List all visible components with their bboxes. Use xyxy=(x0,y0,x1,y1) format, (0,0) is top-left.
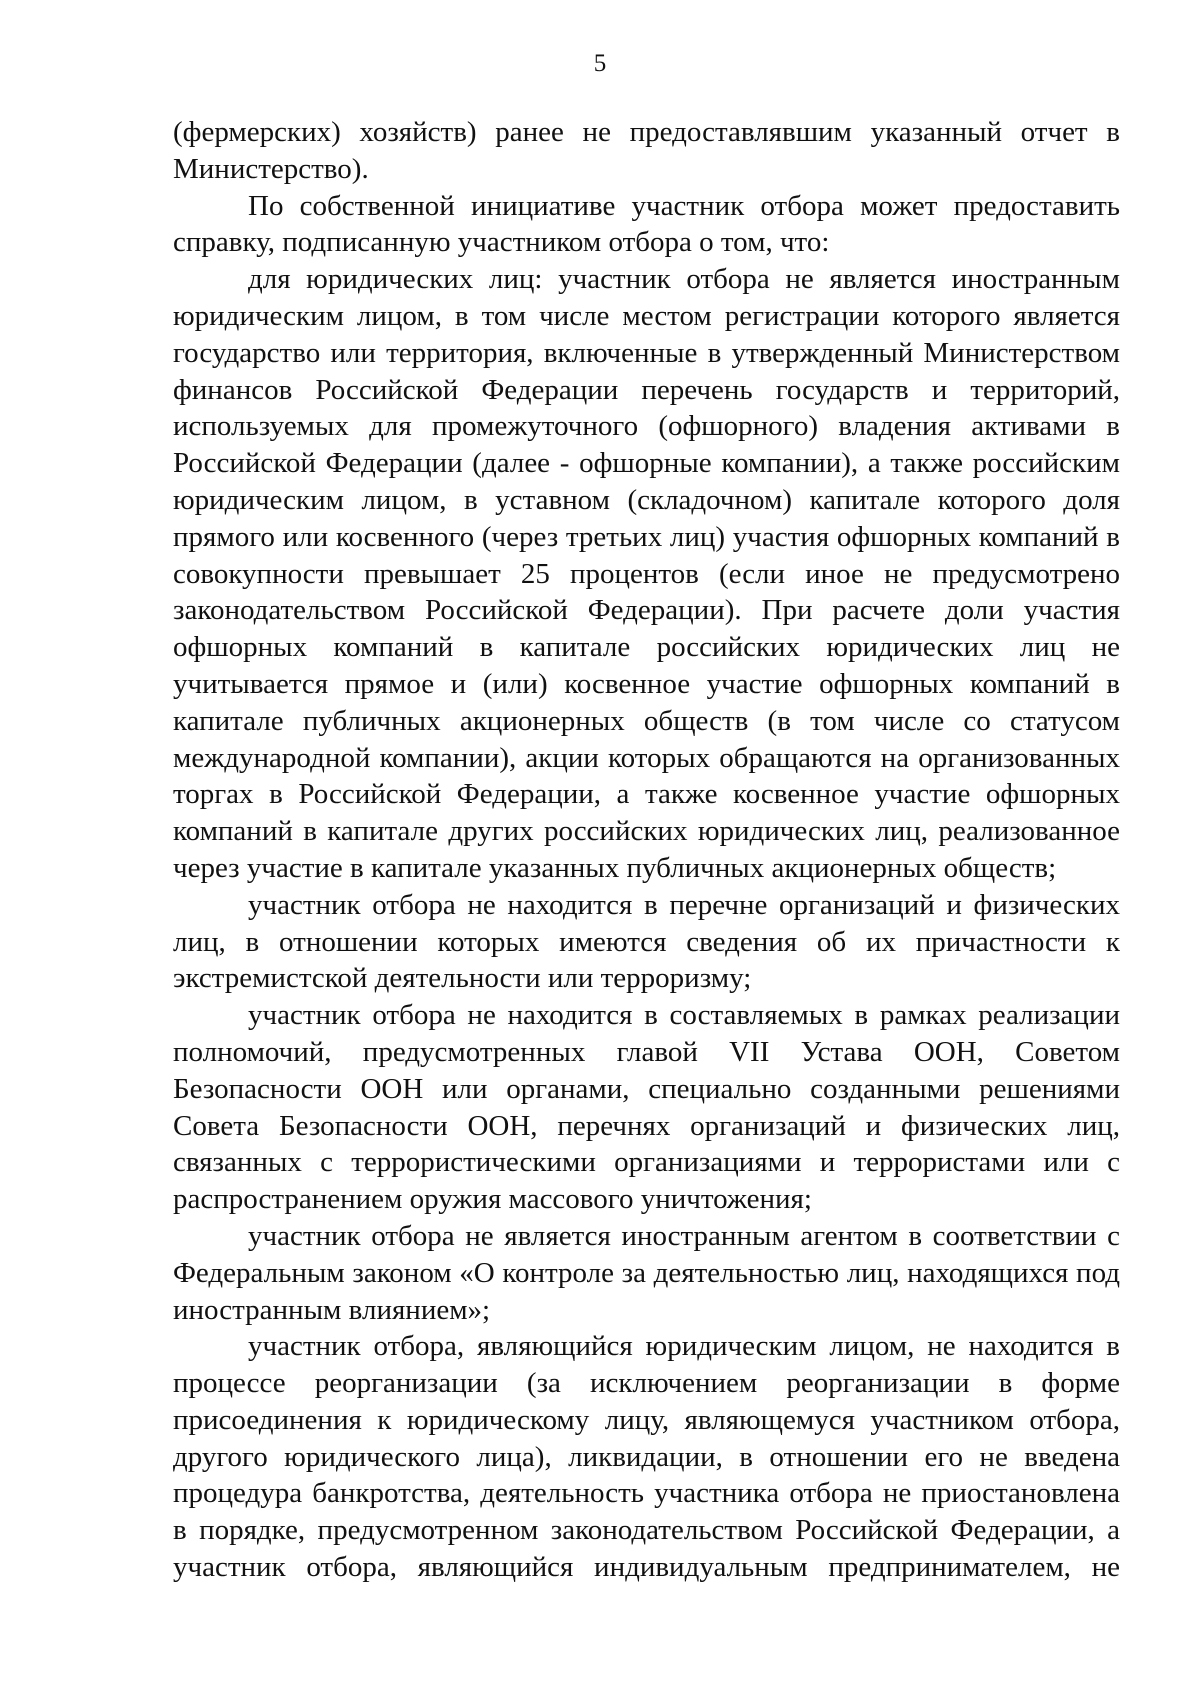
paragraph-continuation: (фермерских) хозяйств) ранее не предоставлявшим указанный отчет в Министерство). xyxy=(173,116,1120,185)
paragraph-reorganization: участник отбора, являющийся юридическим лицом, не находится в процессе реорганизации (за исключением реорганизации в форме присоединения к юридическому лицу, являющемуся участником отбора, другого юридического лица), ликвидации, в отношении его не введена процедура банкротства, деятельность участника отбора не приостановлена в порядке, предусмотренном законодательством Российской Федерации, а участник отбора, являющийся индивидуальным предпринимателем, не xyxy=(173,1330,1120,1584)
paragraph-extremism-list: участник отбора не находится в перечне организаций и физических лиц, в отношении которых имеются сведения об их причастности к экстремистской деятельности или терроризму; xyxy=(173,888,1120,995)
paragraph-certificate-intro: По собственной инициативе участник отбора может предоставить справку, подписанную участником отбора о том, что: xyxy=(173,189,1120,259)
paragraph-legal-entities-offshore: для юридических лиц: участник отбора не является иностранным юридическим лицом, в том числе местом регистрации которого является государство или территория, включенные в утвержденный Министерством финансов Российской Федерации перечень государств и территорий, используемых для промежуточного (офшорного) владения активами в Российской Федерации (далее - офшорные компании), а также российским юридическим лицом, в уставном (складочном) капитале которого доля прямого или косвенного (через третьих лиц) участия офшорных компаний в совокупности превышает 25 процентов (если иное не предусмотрено законодательством Российской Федерации). При расчете доли участия офшорных компаний в капитале российских юридических лиц не учитывается прямое и (или) косвенное участие офшорных компаний в капитале публичных акционерных обществ (в том числе со статусом международной компании), акции которых обращаются на организованных торгах в Российской Федерации, а также косвенное участие офшорных компаний в капитале других российских юридических лиц, реализованное через участие в капитале указанных публичных акционерных обществ; xyxy=(173,263,1120,884)
paragraph-un-sanctions-list: участник отбора не находится в составляемых в рамках реализации полномочий, предусмотренных главой VII Устава ООН, Советом Безопасности ООН или органами, специально созданными решениями Совета Безопасности ООН, перечнях организаций и физических лиц, связанных с террористическими организациями и террористами или с распространением оружия массового уничтожения; xyxy=(173,999,1120,1216)
document-body xyxy=(173,114,1120,1586)
paragraph-foreign-agent: участник отбора не является иностранным агентом в соответствии с Федеральным законом «О контроле за деятельностью лиц, находящихся под иностранным влиянием»; xyxy=(173,1219,1120,1326)
page-number: 5 xyxy=(593,50,607,77)
